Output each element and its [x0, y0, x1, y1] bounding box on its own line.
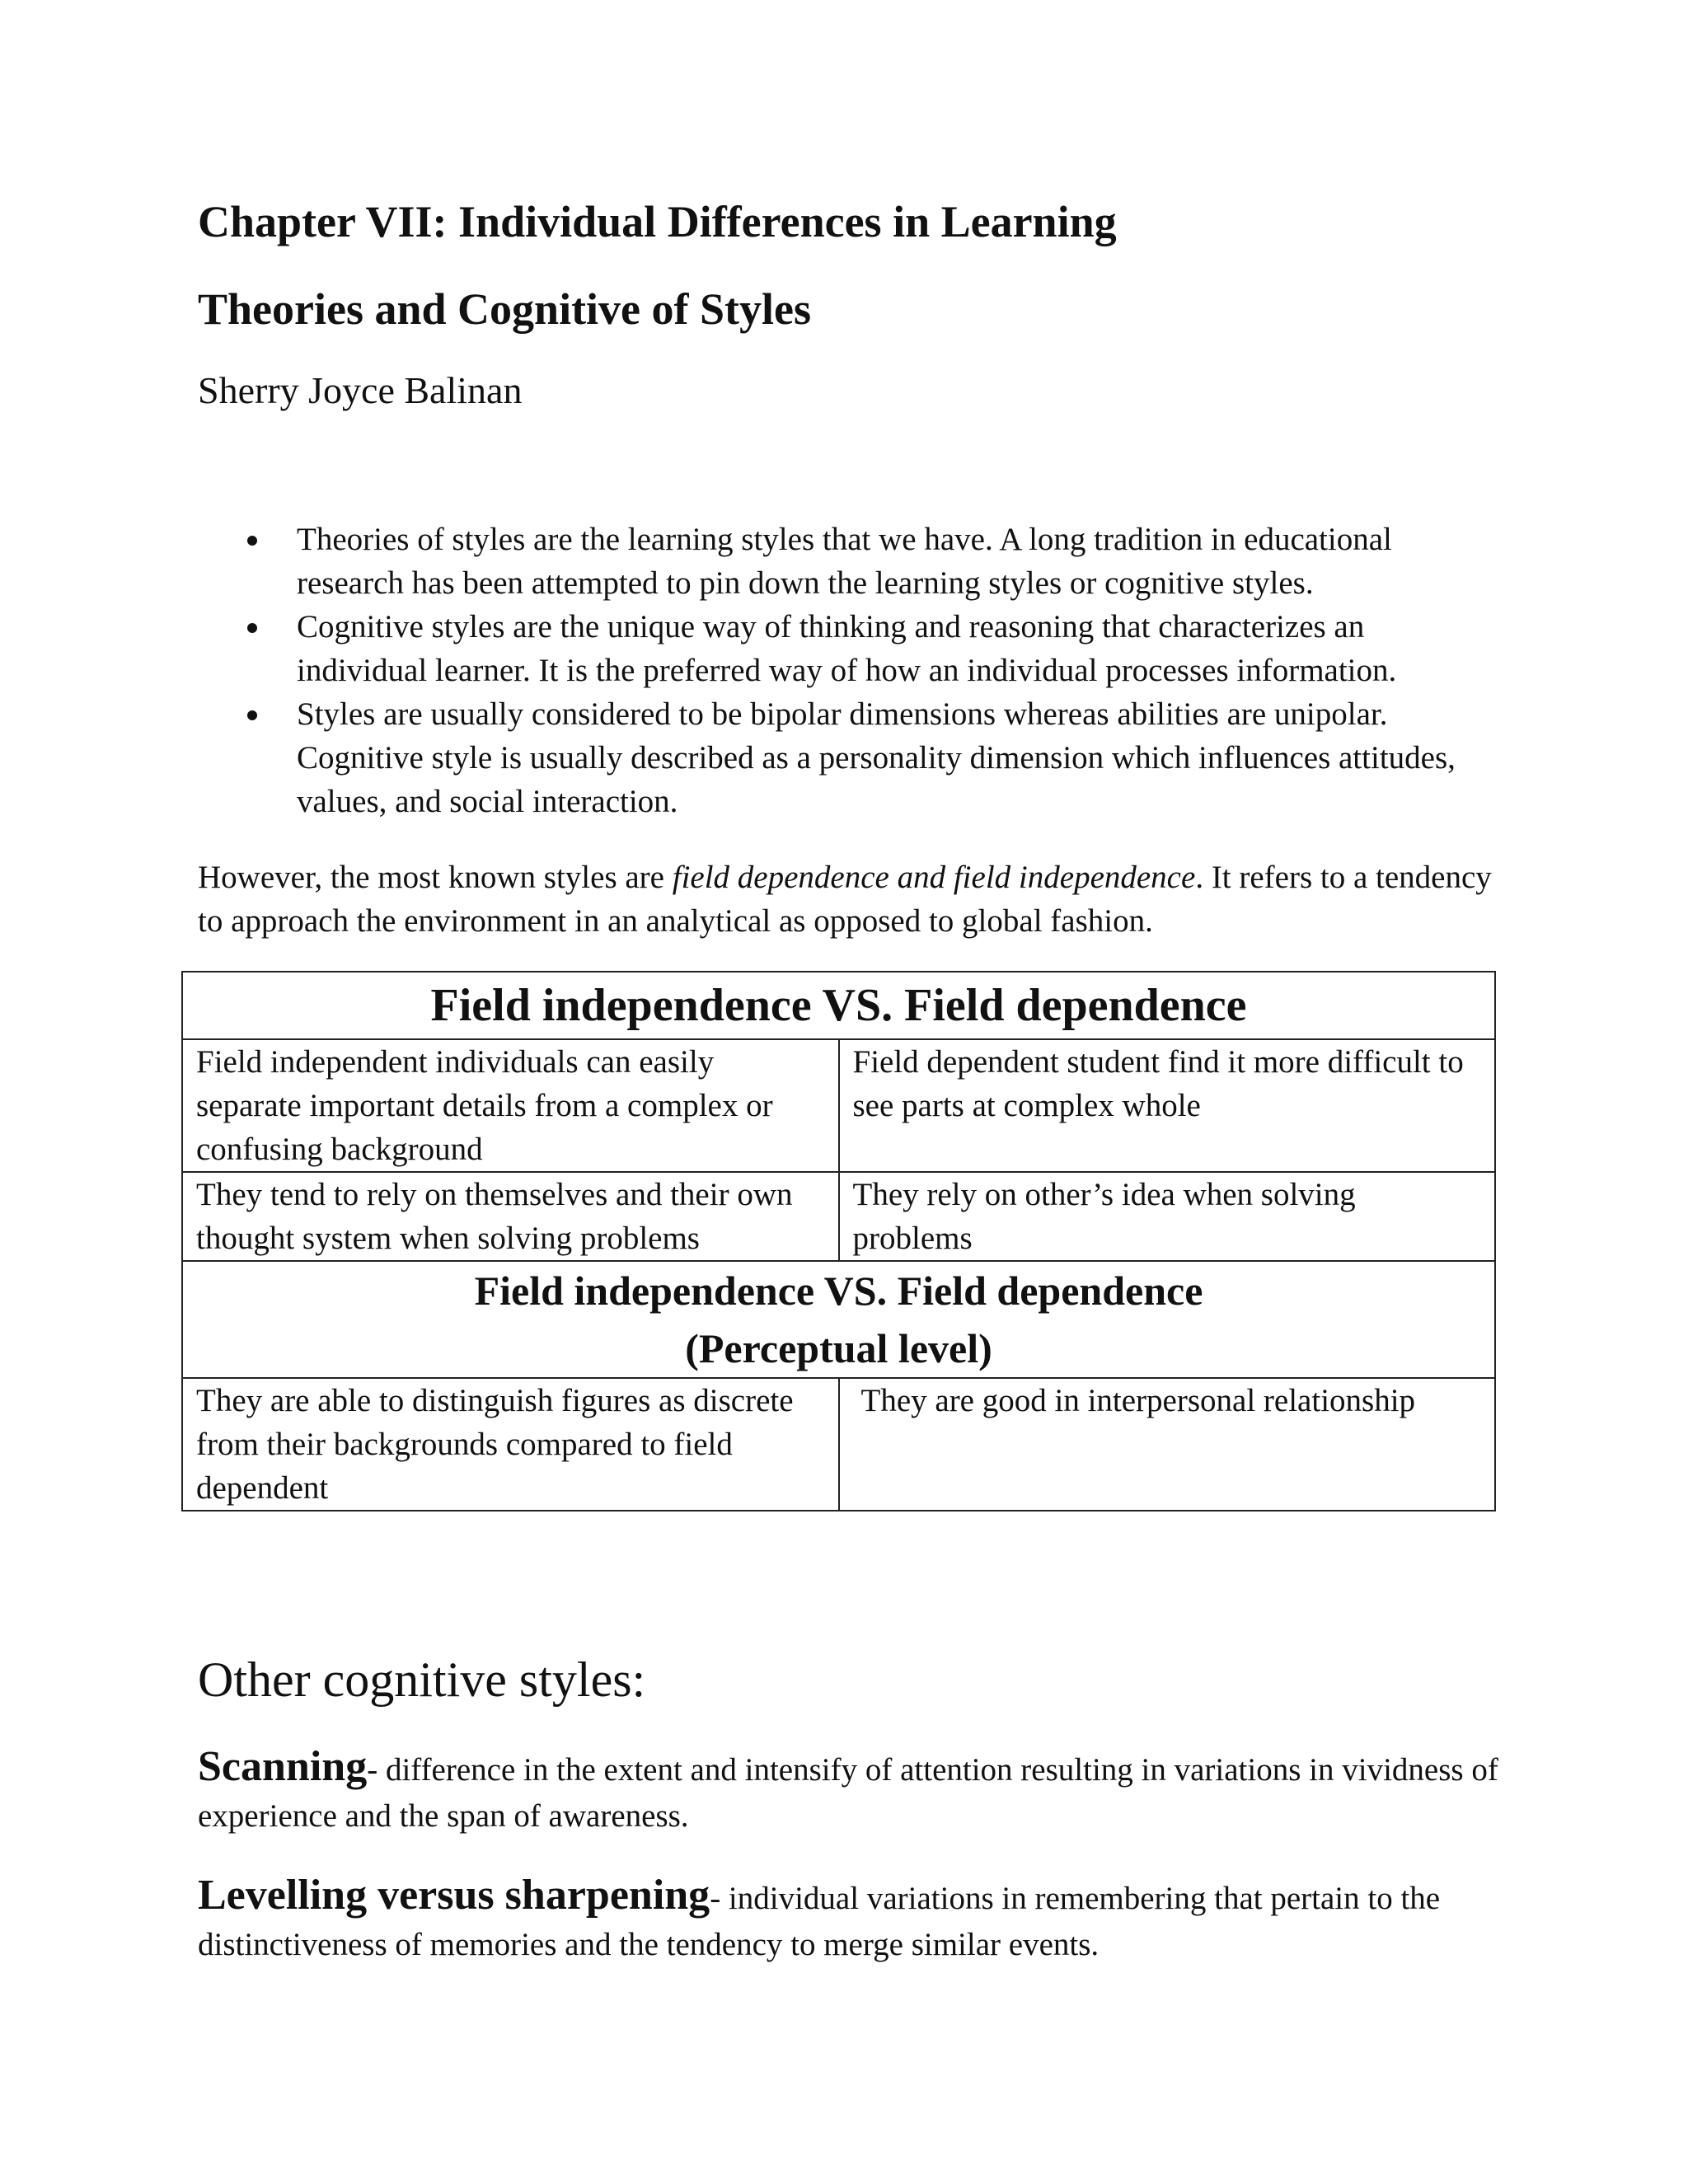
intro-paragraph: [198, 855, 1500, 943]
chapter-title: Chapter VII: Individual Differences in Learning: [198, 197, 1117, 246]
intro-text-before: However, the most known styles are: [198, 860, 673, 895]
table-subheader-line1: Field independence VS. Field dependence: [474, 1268, 1203, 1314]
bullet-icon: [247, 710, 257, 720]
table-header-title: Field independence VS. Field dependence: [182, 972, 1495, 1039]
term-definition: - individual variations in remembering that pertain to the distinctiveness of memories and the tendency to merge similar events.: [198, 1881, 1441, 1962]
bullet-list: [198, 518, 1484, 823]
table-cell-independent: They are able to distinguish figures as discrete from their backgrounds compared to field dependent: [182, 1378, 839, 1511]
other-styles-heading: Other cognitive styles:: [198, 1652, 646, 1707]
table-subheader-line2: (Perceptual level): [685, 1325, 992, 1371]
intro-text-after: . It refers to a tendency to approach the environment in an analytical as opposed to global fashion.: [198, 860, 1492, 939]
term-scanning: [198, 1744, 1517, 1840]
author-name: Sherry Joyce Balinan: [198, 369, 523, 411]
table-cell-dependent: Field dependent student find it more difficult to see parts at complex whole: [839, 1039, 1496, 1172]
table-subheader: [182, 1261, 1495, 1378]
bullet-icon: [247, 623, 257, 633]
table-row: [182, 1172, 1495, 1261]
table-row: [182, 1378, 1495, 1511]
bullet-item: [198, 605, 1484, 692]
term-name: Scanning: [198, 1743, 368, 1790]
term-levelling: [198, 1872, 1517, 1968]
table-cell-independent: Field independent individuals can easily separate important details from a complex or confusing background: [182, 1039, 839, 1172]
chapter-subtitle: Theories and Cognitive of Styles: [198, 284, 812, 334]
term-definition: - difference in the extent and intensify of attention resulting in variations in vividness of experience and the span of awareness.: [198, 1752, 1498, 1834]
table-header-row: [182, 972, 1495, 1039]
bullet-text: Theories of styles are the learning styles that we have. A long tradition in educational research has been attempted to pin down the learning styles or cognitive styles.: [297, 522, 1392, 601]
table-cell-dependent: They are good in interpersonal relationship: [839, 1378, 1496, 1511]
bullet-text: Styles are usually considered to be bipolar dimensions whereas abilities are unipolar. Cognitive style is usually described as a personality dimension which influences attitudes, values, and social interaction.: [297, 696, 1456, 819]
comparison-table: [181, 971, 1496, 1511]
bullet-item: [198, 692, 1484, 823]
bullet-icon: [247, 536, 257, 546]
table-header-row: [182, 1261, 1495, 1378]
bullet-text: Cognitive styles are the unique way of thinking and reasoning that characterizes an individual learner. It is the preferred way of how an individual processes information.: [297, 609, 1397, 688]
intro-emphasis: field dependence and field independence: [672, 860, 1196, 895]
table-row: [182, 1039, 1495, 1172]
term-name: Levelling versus sharpening: [198, 1872, 710, 1919]
table-cell-independent: They tend to rely on themselves and their own thought system when solving problems: [182, 1172, 839, 1261]
bullet-item: [198, 518, 1484, 605]
table-cell-dependent: They rely on other’s idea when solving problems: [839, 1172, 1496, 1261]
